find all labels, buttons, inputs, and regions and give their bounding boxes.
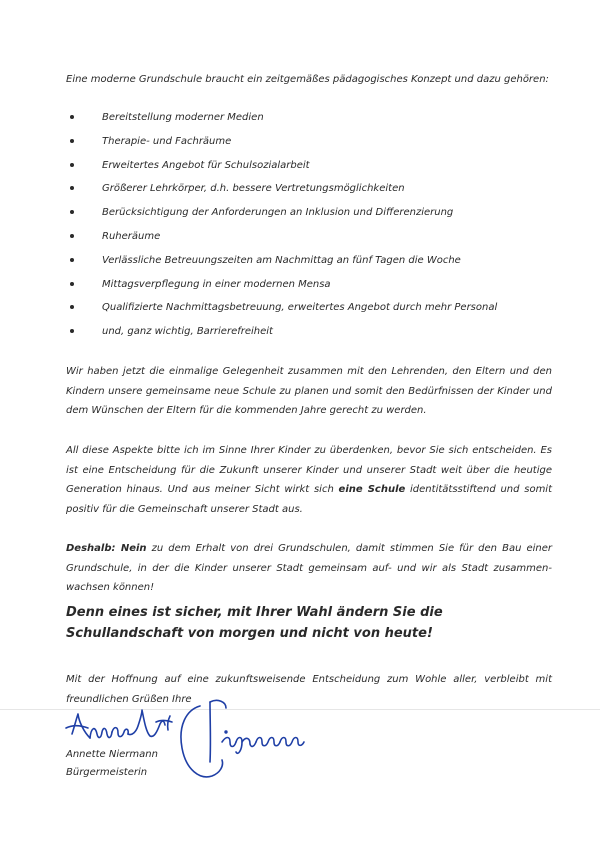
paragraph-aspects-emphasis: eine Schule <box>338 484 406 495</box>
list-item <box>66 298 552 322</box>
paragraph-vote-text: zu dem Erhalt von drei Grundschulen, damit stimmen Sie für den Bau einer Grundschule, in der die Kinder unserer Stadt gemeinsam auf- und wir als Stadt zusammen-wachsen können! <box>66 543 553 593</box>
list-item <box>66 132 552 156</box>
bullet-icon <box>70 258 74 262</box>
requirements-list <box>66 108 552 346</box>
bullet-icon <box>70 329 74 333</box>
intro-text: Eine moderne Grundschule braucht ein zeitgemäßes pädagogisches Konzept und dazu gehören: <box>66 74 549 85</box>
bullet-icon <box>70 210 74 214</box>
bullet-icon <box>70 163 74 167</box>
bullet-icon <box>70 305 74 309</box>
list-item <box>66 227 552 251</box>
list-item <box>66 156 552 180</box>
list-item <box>66 203 552 227</box>
list-item-text: Verlässliche Betreuungszeiten am Nachmittag an fünf Tagen die Woche <box>102 254 461 266</box>
paragraph-aspects-end: identitätsstiftend und somit positiv für die Gemeinschaft unserer Stadt aus. <box>66 484 553 515</box>
paragraph-aspects <box>66 441 552 519</box>
list-item-text: Mittagsverpflegung in einer modernen Mensa <box>102 278 331 290</box>
list-item-text: Erweitertes Angebot für Schulsozialarbeit <box>102 159 310 171</box>
paragraph-aspects-start: All diese Aspekte bitte ich im Sinne Ihrer Kinder zu überdenken, bevor Sie sich entscheiden. Es ist eine Entscheidung für die Zukunft unserer Kinder und unserer Stadt weit über die heutige Generation hinaus. Und aus meiner Sicht wirkt sich <box>66 445 552 495</box>
list-item-text: Bereitstellung moderner Medien <box>102 112 264 123</box>
list-item-text: Qualifizierte Nachmittagsbetreuung, erweitertes Angebot durch mehr Personal <box>102 302 498 314</box>
greeting-text: Mit der Hoffnung auf eine zukunftsweisende Entscheidung zum Wohle aller, verbleibt mit freundlichen Grüßen Ihre <box>66 674 552 705</box>
list-item-text: und, ganz wichtig, Barrierefreiheit <box>102 326 273 338</box>
bullet-icon <box>70 186 74 190</box>
signatory-title: Bürgermeisterin <box>66 767 148 778</box>
list-item-text: Berücksichtigung der Anforderungen an Inklusion und Differenzierung <box>102 207 454 219</box>
list-item <box>66 322 552 346</box>
list-item-text: Größerer Lehrkörper, d.h. bessere Vertretungsmöglichkeiten <box>102 183 405 195</box>
list-item <box>66 108 552 132</box>
bullet-icon <box>70 139 74 143</box>
list-item <box>66 275 552 299</box>
paragraph-opportunity: Wir haben jetzt die einmalige Gelegenheit zusammen mit den Lehrenden, den Eltern und den Kindern unsere gemeinsame neue Schule zu planen und somit den Bedürfnissen der Kinder und dem Wünschen der Eltern für die kommenden Jahre gerecht zu werden. <box>66 366 552 416</box>
list-item-text: Ruheräume <box>102 230 161 242</box>
list-item <box>66 179 552 203</box>
bullet-icon <box>70 282 74 286</box>
paragraph-vote <box>66 539 552 598</box>
list-item-text: Therapie- und Fachräume <box>102 135 232 147</box>
bullet-icon <box>70 234 74 238</box>
bullet-icon <box>70 115 74 119</box>
paragraph-vote-emphasis: Deshalb: Nein <box>66 543 147 554</box>
list-item <box>66 251 552 275</box>
closing-statement: Denn eines ist sicher, mit Ihrer Wahl ändern Sie die Schullandschaft von morgen und nicht von heute! <box>66 605 443 641</box>
signatory-name: Annette Niermann <box>66 749 158 760</box>
